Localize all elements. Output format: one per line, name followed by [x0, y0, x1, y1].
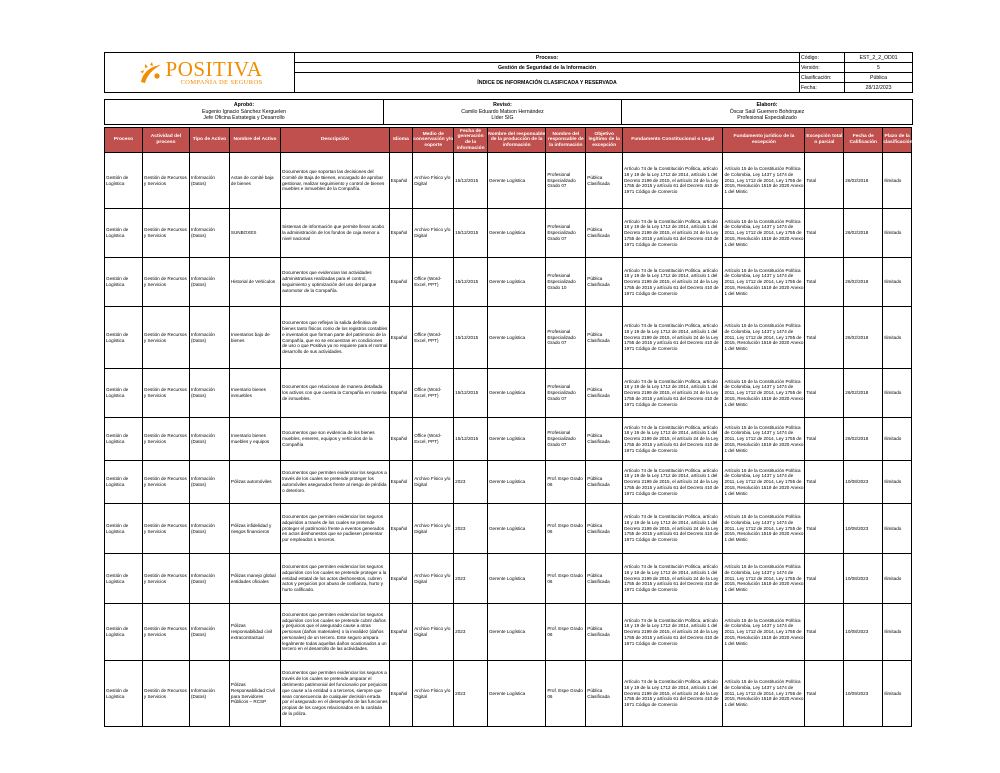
cell-proceso: Gestión de Logística	[105, 153, 143, 209]
column-header: Tipo de Activo	[189, 128, 229, 153]
cell-descripcion: Documentos que permiten evidenciar los seguros adquiridos con los cuales se pretende proteger a la entidad estatal de los actos deshonestos, cubren actos y perjuicios por abuso de confianza, hurto y hurto calificado.	[281, 554, 390, 604]
signature-title: Aprobó:	[233, 102, 255, 109]
column-header: Fecha de generación de la información	[454, 128, 488, 153]
signature-name: Eugenio Ignacio Sánchez Kerguelen	[202, 108, 286, 115]
cell-descripcion: Documentos que permiten evidenciar los seguros a través de los cuales se pretende amparar el detrimento patrimonial del funcionario por perjuicios que cause a la entidad o a terceros, siempre que sean consecuencia de cualquier decisión errada por el asegurado en el desempeño de las funciones propias de los cargos relacionados en la carátula de la póliza.	[281, 661, 390, 727]
cell-fecha-generacion: 15/12/2015	[454, 307, 488, 369]
cell-responsable-produccion: Gerente Logística	[487, 209, 545, 258]
cell-fundamento-juridico: Artículo 15 de la Constitución Política de Colombia, Ley 1437 y 1474 de 2011, Ley 1712 de 2014, Ley 1755 de 2015, Resolución 1519 de 2020 Anexo 1 del Mintic	[723, 258, 805, 307]
cell-responsable: Prof. Espe Grado 06	[546, 554, 586, 604]
cell-fecha-generacion: 15/12/2015	[454, 209, 488, 258]
cell-descripcion: Documentos que permiten evidenciar los seguros a través de los cuales se pretende proteger los automóviles asegurados frente al riesgo de pérdida o deterioro.	[281, 461, 390, 504]
cell-excepcion: Total	[805, 369, 844, 418]
cell-fundamento-constitucional: Artículo 74 de la Constitución Política, artículo 18 y 19 de la Ley 1712 de 2014, artículo 1 del Decreto 2199 de 2015, el artículo 24 de la Ley 1755 de 2015 y artículo 61 del Decreto 410 de 1971 Código de Comercio	[623, 307, 723, 369]
meta-label: Versión:	[800, 63, 845, 73]
cell-responsable: Profesional Especializado Grado 07	[546, 369, 586, 418]
cell-proceso: Gestión de Logística	[105, 307, 143, 369]
cell-medio: Archivo Físico y/o Digital	[413, 504, 454, 554]
column-header: Nombre del Activo	[229, 128, 280, 153]
cell-tipo: Información (Datos)	[189, 554, 229, 604]
cell-fundamento-constitucional: Artículo 74 de la Constitución Política, artículo 18 y 19 de la Ley 1712 de 2014, artículo 1 del Decreto 2199 de 2015, el artículo 24 de la Ley 1755 de 2015 y artículo 61 del Decreto 410 de 1971 Código de Comercio	[623, 418, 723, 461]
cell-nombre: Pólizas responsabilidad civil extracontractual	[229, 604, 280, 661]
cell-actividad: Gestión de Recursos y Servicios	[142, 554, 189, 604]
signature-block	[104, 99, 913, 125]
column-header: Idioma	[389, 128, 413, 153]
cell-nombre: Inventario bienes muebles y equipos	[229, 418, 280, 461]
cell-plazo: Ilimitado	[883, 369, 912, 418]
cell-responsable-produccion: Gerente Logística	[487, 153, 545, 209]
signature-prepared	[622, 100, 913, 125]
cell-responsable-produccion: Gerente Logística	[487, 554, 545, 604]
cell-tipo: Información (Datos)	[189, 258, 229, 307]
cell-actividad: Gestión de Recursos y Servicios	[142, 258, 189, 307]
cell-responsable: Prof. Espe Grado 06	[546, 461, 586, 504]
cell-proceso: Gestión de Logística	[105, 418, 143, 461]
column-header: Medio de conservación y/o soporte	[413, 128, 454, 153]
table-row	[105, 554, 912, 604]
cell-proceso: Gestión de Logística	[105, 461, 143, 504]
cell-responsable: Profesional Especializado Grado 07	[546, 307, 586, 369]
cell-tipo: Información (Datos)	[189, 369, 229, 418]
cell-fundamento-juridico: Artículo 15 de la Constitución Política de Colombia, Ley 1437 y 1474 de 2011, Ley 1712 de 2014, Ley 1755 de 2015, Resolución 1519 de 2020 Anexo 1 del Mintic	[723, 604, 805, 661]
signature-name: Óscar Saúl Guerrero Bohórquez	[729, 108, 805, 115]
cell-descripcion: Documentos que evidencian las actividades administrativas realizadas para el control, seguimiento y optimización del uso del parque automotor de la Compañía.	[281, 258, 390, 307]
cell-responsable-produccion: Gerente Logística	[487, 504, 545, 554]
table-row	[105, 258, 912, 307]
cell-excepcion: Total	[805, 604, 844, 661]
cell-nombre: Pólizas automóviles	[229, 461, 280, 504]
cell-plazo: Ilimitado	[883, 504, 912, 554]
cell-excepcion: Total	[805, 554, 844, 604]
cell-fundamento-constitucional: Artículo 74 de la Constitución Política, artículo 18 y 19 de la Ley 1712 de 2014, artículo 1 del Decreto 2199 de 2015, el artículo 24 de la Ley 1755 de 2015 y artículo 61 del Decreto 410 de 1971 Código de Comercio	[623, 153, 723, 209]
cell-fecha-calificacion: 10/09/2023	[844, 661, 883, 727]
meta-value: Pública	[845, 73, 913, 83]
cell-medio: Archivo Físico y/o Digital	[413, 461, 454, 504]
cell-plazo: Ilimitado	[883, 461, 912, 504]
cell-plazo: Ilimitado	[883, 554, 912, 604]
cell-actividad: Gestión de Recursos y Servicios	[142, 307, 189, 369]
cell-fecha-calificacion: 10/08/2023	[844, 504, 883, 554]
cell-fecha-generacion: 15/12/2015	[454, 418, 488, 461]
cell-tipo: Información (Datos)	[189, 604, 229, 661]
cell-fundamento-juridico: Artículo 15 de la Constitución Política de Colombia, Ley 1437 y 1474 de 2011, Ley 1712 de 2014, Ley 1755 de 2015, Resolución 1519 de 2020 Anexo 1 del Mintic	[723, 661, 805, 727]
logo-cell	[105, 53, 295, 93]
cell-medio: Archivo Físico y/o Digital	[413, 554, 454, 604]
cell-proceso: Gestión de Logística	[105, 209, 143, 258]
meta-value: EST_2_2_OD01	[845, 53, 913, 63]
cell-idioma: Español	[389, 504, 413, 554]
cell-actividad: Gestión de Recursos y Servicios	[142, 209, 189, 258]
cell-fecha-calificacion: 10/08/2023	[844, 604, 883, 661]
cell-idioma: Español	[389, 258, 413, 307]
cell-idioma: Español	[389, 307, 413, 369]
column-header: Fecha de Calificación	[844, 128, 883, 153]
table-row	[105, 209, 912, 258]
cell-plazo: Ilimitado	[883, 209, 912, 258]
cell-responsable-produccion: Gerente Logística	[487, 418, 545, 461]
cell-descripcion: Documentos que permiten evidenciar los seguros adquiridos a través de los cuales se pretende proteger el patrimonio frente a eventos generados en actos deshonestos que se pudiesen presentar por empleados o terceros.	[281, 504, 390, 554]
cell-fecha-calificacion: 26/02/2018	[844, 307, 883, 369]
cell-tipo: Información (Datos)	[189, 504, 229, 554]
meta-label: Código:	[800, 53, 845, 63]
cell-fecha-calificacion: 26/02/2018	[844, 209, 883, 258]
cell-responsable-produccion: Gerente Logística	[487, 369, 545, 418]
document-title: ÍNDICE DE INFORMACIÓN CLASIFICADA Y RESERVADA	[295, 73, 800, 93]
column-header: Proceso	[105, 128, 143, 153]
cell-responsable-produccion: Gerente Logística	[487, 461, 545, 504]
table-row	[105, 604, 912, 661]
cell-idioma: Español	[389, 461, 413, 504]
cell-fecha-calificacion: 26/02/2018	[844, 418, 883, 461]
cell-descripcion: Documentos que reflejan la salida definitiva de bienes tanto físicos como de los registros contables e inventarios que forman parte del patrimonio de la Compañía, que no se encuentran en condiciones de uso o que Positiva ya no requiere para el normal desarrollo de sus actividades.	[281, 307, 390, 369]
cell-fecha-generacion: 2023	[454, 661, 488, 727]
cell-medio: Office (Word-Excel, PPT)	[413, 258, 454, 307]
column-header: Objetivo legítimo de la excepción	[586, 128, 623, 153]
cell-proceso: Gestión de Logística	[105, 554, 143, 604]
process-label: Proceso:	[295, 53, 800, 63]
cell-objetivo: Pública Clasificada	[586, 661, 623, 727]
cell-fundamento-juridico: Artículo 15 de la Constitución Política de Colombia, Ley 1437 y 1474 de 2011, Ley 1712 de 2014, Ley 1755 de 2015, Resolución 1519 de 2020 Anexo 1 del Mintic	[723, 209, 805, 258]
cell-objetivo: Pública Clasificada	[586, 418, 623, 461]
cell-excepcion: Total	[805, 209, 844, 258]
cell-fecha-generacion: 2023	[454, 554, 488, 604]
cell-proceso: Gestión de Logística	[105, 258, 143, 307]
cell-actividad: Gestión de Recursos y Servicios	[142, 661, 189, 727]
cell-excepcion: Total	[805, 307, 844, 369]
cell-responsable-produccion: Gerente Logística	[487, 307, 545, 369]
cell-responsable: Profesional Especializado Grado 07	[546, 209, 586, 258]
table-row	[105, 307, 912, 369]
cell-medio: Archivo Físico y/o Digital	[413, 604, 454, 661]
cell-actividad: Gestión de Recursos y Servicios	[142, 604, 189, 661]
cell-tipo: Información (Datos)	[189, 209, 229, 258]
cell-descripcion: Documentos que son evidencia de los bienes muebles, enseres, equipos y vehículos de la Compañía	[281, 418, 390, 461]
cell-idioma: Español	[389, 554, 413, 604]
cell-nombre: Actas de comité baja de bienes	[229, 153, 280, 209]
column-header: Fundamento jurídico de la excepción	[723, 128, 805, 153]
cell-actividad: Gestión de Recursos y Servicios	[142, 153, 189, 209]
cell-nombre: Inventario bienes inmuebles	[229, 369, 280, 418]
cell-fecha-generacion: 2023	[454, 604, 488, 661]
table-body	[105, 153, 912, 727]
cell-fundamento-juridico: Artículo 15 de la Constitución Política de Colombia, Ley 1437 y 1474 de 2011, Ley 1712 de 2014, Ley 1755 de 2015, Resolución 1519 de 2020 Anexo 1 del Mintic	[723, 418, 805, 461]
cell-idioma: Español	[389, 604, 413, 661]
cell-objetivo: Pública Clasificada	[586, 153, 623, 209]
table-row	[105, 418, 912, 461]
cell-fundamento-juridico: Artículo 15 de la Constitución Política de Colombia, Ley 1437 y 1474 de 2011, Ley 1712 de 2014, Ley 1755 de 2015, Resolución 1519 de 2020 Anexo 1 del Mintic	[723, 307, 805, 369]
cell-idioma: Español	[389, 661, 413, 727]
column-header: Nombre del responsable de la producción de la información	[487, 128, 545, 153]
cell-fundamento-constitucional: Artículo 74 de la Constitución Política, artículo 18 y 19 de la Ley 1712 de 2014, artículo 1 del Decreto 2199 de 2015, el artículo 24 de la Ley 1755 de 2015 y artículo 61 del Decreto 410 de 1971 Código de Comercio	[623, 209, 723, 258]
cell-fecha-calificacion: 10/08/2023	[844, 554, 883, 604]
cell-fundamento-constitucional: Artículo 74 de la Constitución Política, artículo 18 y 19 de la Ley 1712 de 2014, artículo 1 del Decreto 2199 de 2015, el artículo 24 de la Ley 1755 de 2015 y artículo 61 del Decreto 410 de 1971 Código de Comercio	[623, 369, 723, 418]
cell-objetivo: Pública Clasificada	[586, 554, 623, 604]
signature-role: Jefe Oficina Estrategia y Desarrollo	[203, 115, 285, 122]
cell-plazo: Ilimitado	[883, 258, 912, 307]
cell-objetivo: Pública Clasificada	[586, 461, 623, 504]
company-logo	[106, 59, 293, 86]
cell-objetivo: Pública Clasificada	[586, 258, 623, 307]
column-header: Excepción total o parcial	[805, 128, 844, 153]
cell-fundamento-constitucional: Artículo 74 de la Constitución Política, artículo 18 y 19 de la Ley 1712 de 2014, artículo 1 del Decreto 2199 de 2015, el artículo 24 de la Ley 1755 de 2015 y artículo 61 del Decreto 410 de 1971 Código de Comercio	[623, 661, 723, 727]
cell-idioma: Español	[389, 418, 413, 461]
cell-fecha-calificacion: 26/02/2018	[844, 153, 883, 209]
cell-responsable-produccion: Gerente Logística	[487, 661, 545, 727]
cell-descripcion: Documentos que relacionan de manera detallada los activos con que cuenta la Compañía en materia de inmuebles.	[281, 369, 390, 418]
cell-nombre: Pólizas Responsabilidad Civil para Servidores Públicos – RCSP	[229, 661, 280, 727]
cell-responsable: Prof. Espe Grado 06	[546, 661, 586, 727]
cell-nombre: Pólizas manejo global entidades oficiales	[229, 554, 280, 604]
cell-medio: Archivo Físico y/o Digital	[413, 209, 454, 258]
cell-tipo: Información (Datos)	[189, 153, 229, 209]
signature-title: Revisó:	[493, 102, 512, 109]
cell-plazo: Ilimitado	[883, 661, 912, 727]
cell-medio: Archivo Físico y/o Digital	[413, 153, 454, 209]
cell-excepcion: Total	[805, 504, 844, 554]
cell-fecha-generacion: 15/12/2015	[454, 258, 488, 307]
cell-nombre: Pólizas infidelidad y riesgos financieros	[229, 504, 280, 554]
cell-actividad: Gestión de Recursos y Servicios	[142, 461, 189, 504]
cell-descripcion: Documentos que permiten evidenciar los seguros adquiridos con los cuales se pretende cubrir daños y perjuicios que el asegurado cause a otras personas (daños materiales) o la invalidez (daños personales) de un tercero. Este seguro ampara legalmente todas aquellas daños ocasionados a un tercero en el desarrollo de las actividades.	[281, 604, 390, 661]
cell-nombre: Inventarios bajo de bienes	[229, 307, 280, 369]
cell-objetivo: Pública Clasificada	[586, 369, 623, 418]
logo-sun-icon	[137, 60, 163, 86]
document-header	[104, 52, 913, 93]
cell-proceso: Gestión de Logística	[105, 504, 143, 554]
cell-plazo: Ilimitado	[883, 418, 912, 461]
table-row	[105, 369, 912, 418]
cell-plazo: Ilimitado	[883, 307, 912, 369]
cell-excepcion: Total	[805, 153, 844, 209]
cell-actividad: Gestión de Recursos y Servicios	[142, 418, 189, 461]
cell-nombre: Historial de Vehículos	[229, 258, 280, 307]
cell-plazo: Ilimitado	[883, 604, 912, 661]
meta-value: 5	[845, 63, 913, 73]
cell-fundamento-juridico: Artículo 15 de la Constitución Política de Colombia, Ley 1437 y 1474 de 2011, Ley 1712 de 2014, Ley 1755 de 2015, Resolución 1519 de 2020 Anexo 1 del Mintic	[723, 554, 805, 604]
cell-idioma: Español	[389, 209, 413, 258]
cell-fecha-generacion: 2023	[454, 504, 488, 554]
meta-value: 28/12/2023	[845, 83, 913, 93]
cell-fundamento-constitucional: Artículo 74 de la Constitución Política, artículo 18 y 19 de la Ley 1712 de 2014, artículo 1 del Decreto 2199 de 2015, el artículo 24 de la Ley 1755 de 2015 y artículo 61 del Decreto 410 de 1971 Código de Comercio	[623, 604, 723, 661]
cell-responsable: Profesional Especializado Grado 07	[546, 418, 586, 461]
cell-fundamento-juridico: Artículo 15 de la Constitución Política de Colombia, Ley 1437 y 1474 de 2011, Ley 1712 de 2014, Ley 1755 de 2015, Resolución 1519 de 2020 Anexo 1 del Mintic	[723, 369, 805, 418]
cell-medio: Office (Word-Excel, PPT)	[413, 369, 454, 418]
cell-fundamento-constitucional: Artículo 74 de la Constitución Política, artículo 18 y 19 de la Ley 1712 de 2014, artículo 1 del Decreto 2199 de 2015, el artículo 24 de la Ley 1755 de 2015 y artículo 61 del Decreto 410 de 1971 Código de Comercio	[623, 554, 723, 604]
cell-objetivo: Pública Clasificada	[586, 307, 623, 369]
cell-proceso: Gestión de Logística	[105, 369, 143, 418]
cell-tipo: Información (Datos)	[189, 461, 229, 504]
cell-responsable-produccion: Gerente Logística	[487, 258, 545, 307]
cell-fecha-generacion: 2023	[454, 461, 488, 504]
table-header-row	[105, 128, 912, 153]
logo-subtitle: COMPAÑÍA DE SEGUROS	[180, 79, 263, 86]
signature-approved	[105, 100, 384, 125]
cell-responsable: Prof. Espe Grado 06	[546, 504, 586, 554]
cell-tipo: Información (Datos)	[189, 418, 229, 461]
column-header: Fundamento Constitucional o Legal	[623, 128, 723, 153]
signature-title: Elaboró:	[756, 102, 778, 109]
cell-descripcion: Documentos que soportan las decisiones del Comité de Baja de Bienes, encargado de aprobar gestionar, realizar seguimiento y control de bienes muebles e inmuebles de la Compañía.	[281, 153, 390, 209]
cell-fecha-generacion: 15/12/2015	[454, 153, 488, 209]
cell-medio: Archivo Físico y/o Digital	[413, 661, 454, 727]
cell-fundamento-juridico: Artículo 15 de la Constitución Política de Colombia, Ley 1437 y 1474 de 2011, Ley 1712 de 2014, Ley 1755 de 2015, Resolución 1519 de 2020 Anexo 1 del Mintic	[723, 504, 805, 554]
column-header: Actividad del proceso	[142, 128, 189, 153]
logo-wordmark: POSITIVA	[165, 57, 263, 81]
cell-actividad: Gestión de Recursos y Servicios	[142, 369, 189, 418]
cell-responsable: Profesional Especializado Grado 10	[546, 258, 586, 307]
cell-plazo: Ilimitado	[883, 153, 912, 209]
document-sheet	[104, 52, 912, 727]
cell-objetivo: Pública Clasificada	[586, 504, 623, 554]
cell-excepcion: Total	[805, 461, 844, 504]
column-header: Nombre del responsable de la información	[546, 128, 586, 153]
cell-proceso: Gestión de Logística	[105, 661, 143, 727]
signature-role: Líder SIG	[491, 115, 514, 122]
cell-excepcion: Total	[805, 661, 844, 727]
cell-fecha-calificacion: 26/02/2018	[844, 369, 883, 418]
cell-excepcion: Total	[805, 418, 844, 461]
cell-responsable: Profesional Especializado Grado 07	[546, 153, 586, 209]
signature-name: Camilo Eduardo Matson Hernández	[461, 108, 544, 115]
process-name: Gestión de Seguridad de la Información	[295, 63, 800, 73]
cell-idioma: Español	[389, 153, 413, 209]
table-row	[105, 504, 912, 554]
cell-proceso: Gestión de Logística	[105, 604, 143, 661]
cell-objetivo: Pública Clasificada	[586, 209, 623, 258]
cell-fundamento-juridico: Artículo 15 de la Constitución Política de Colombia, Ley 1437 y 1474 de 2011, Ley 1712 de 2014, Ley 1755 de 2015, Resolución 1519 de 2020 Anexo 1 del Mintic	[723, 153, 805, 209]
cell-fecha-generacion: 15/12/2015	[454, 369, 488, 418]
meta-label: Clasificación:	[800, 73, 845, 83]
cell-fundamento-constitucional: Artículo 74 de la Constitución Política, artículo 18 y 19 de la Ley 1712 de 2014, artículo 1 del Decreto 2199 de 2015, el artículo 24 de la Ley 1755 de 2015 y artículo 61 del Decreto 410 de 1971 Código de Comercio	[623, 504, 723, 554]
cell-fundamento-constitucional: Artículo 74 de la Constitución Política, artículo 18 y 19 de la Ley 1712 de 2014, artículo 1 del Decreto 2199 de 2015, el artículo 24 de la Ley 1755 de 2015 y artículo 61 del Decreto 410 de 1971 Código de Comercio	[623, 461, 723, 504]
table-row	[105, 661, 912, 727]
cell-actividad: Gestión de Recursos y Servicios	[142, 504, 189, 554]
cell-medio: Office (Word-Excel, PPT)	[413, 307, 454, 369]
cell-fundamento-juridico: Artículo 15 de la Constitución Política de Colombia, Ley 1437 y 1474 de 2011, Ley 1712 de 2014, Ley 1755 de 2015, Resolución 1519 de 2020 Anexo 1 del Mintic	[723, 461, 805, 504]
column-header: Plazo de la clasificación	[883, 128, 912, 153]
classified-info-table	[104, 127, 912, 727]
cell-tipo: Información (Datos)	[189, 307, 229, 369]
cell-tipo: Información (Datos)	[189, 661, 229, 727]
cell-idioma: Español	[389, 369, 413, 418]
cell-medio: Office (Word-Excel, PPT)	[413, 418, 454, 461]
cell-nombre: SUNBOXES	[229, 209, 280, 258]
cell-fundamento-constitucional: Artículo 74 de la Constitución Política, artículo 18 y 19 de la Ley 1712 de 2014, artículo 1 del Decreto 2199 de 2015, el artículo 24 de la Ley 1755 de 2015 y artículo 61 del Decreto 410 de 1971 Código de Comercio	[623, 258, 723, 307]
cell-fecha-calificacion: 10/08/2023	[844, 461, 883, 504]
cell-objetivo: Pública Clasificada	[586, 604, 623, 661]
meta-label: Fecha:	[800, 83, 845, 93]
signature-role: Profesional Especializado	[737, 115, 797, 122]
cell-responsable: Prof. Espe Grado 06	[546, 604, 586, 661]
table-row	[105, 153, 912, 209]
cell-responsable-produccion: Gerente Logística	[487, 604, 545, 661]
cell-excepcion: Total	[805, 258, 844, 307]
signature-reviewed	[384, 100, 622, 125]
column-header: Descripción	[281, 128, 390, 153]
cell-descripcion: Sistemas de información que permite llevar acabo la administración de los fondos de caja menor a nivel nacional	[281, 209, 390, 258]
table-row	[105, 461, 912, 504]
cell-fecha-calificacion: 26/02/2018	[844, 258, 883, 307]
